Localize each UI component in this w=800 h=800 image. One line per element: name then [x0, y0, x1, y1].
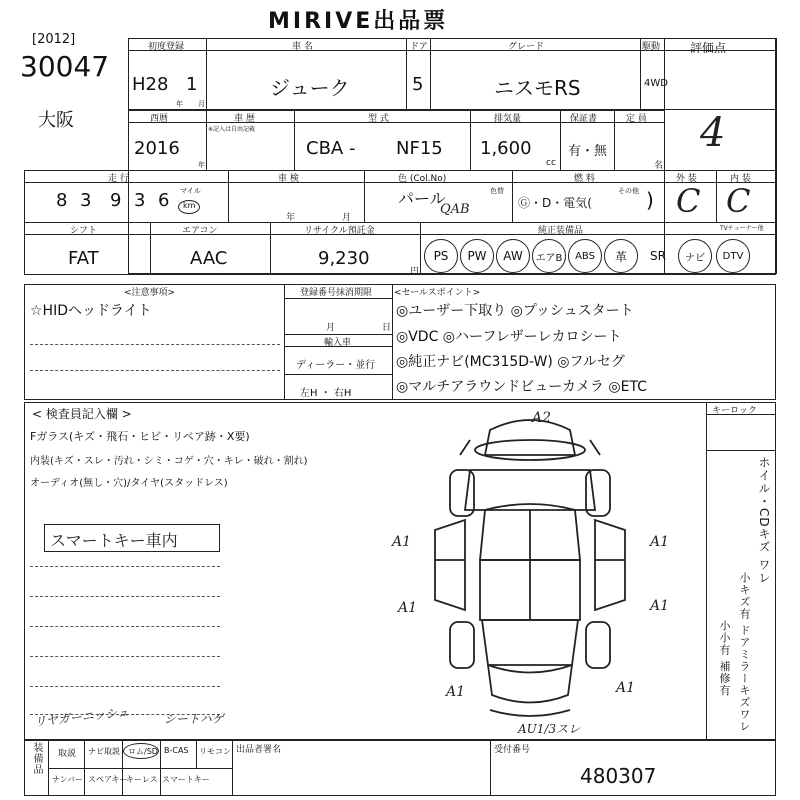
receipt-label: 受付番号: [494, 745, 531, 755]
first-reg-era: H28: [132, 74, 169, 95]
wheel-note: 小小有 補修有: [718, 620, 731, 697]
receipt-number: 480307: [580, 764, 657, 788]
mileage-digit: 3: [134, 190, 146, 211]
mileage-digit: 8: [56, 190, 68, 211]
bottom-item: スマートキー: [162, 775, 210, 784]
damage-mark: A1: [446, 684, 466, 700]
exterior-grade: C: [676, 182, 701, 220]
damage-mark: A1: [650, 598, 670, 614]
label-score: 評価点: [690, 41, 727, 55]
damage-mark: A1: [650, 534, 670, 550]
recycle-fee: 9,230: [318, 248, 370, 269]
handwritten-note: シートハゲ: [164, 712, 224, 726]
bottom-item: リモコン: [199, 747, 231, 756]
damage-mark: A1: [616, 680, 636, 696]
warranty: 有・無: [568, 144, 608, 159]
dealer-parallel: ディーラー・並行: [296, 360, 376, 371]
grade: ニスモRS: [494, 76, 581, 100]
damage-mark: A1: [398, 600, 418, 616]
model-prefix: CBA -: [306, 138, 356, 159]
equipment-dtv: DTV: [716, 239, 750, 273]
equipment-airbag: エアB: [532, 239, 566, 273]
equipment-pw: PW: [460, 239, 494, 273]
displacement: 1,600: [480, 138, 532, 159]
label-first-reg: 初度登録: [148, 42, 185, 52]
interior-grade: C: [726, 182, 751, 220]
label-grade: グレード: [508, 42, 545, 52]
equipment-leather: 革: [604, 239, 638, 273]
bottom-item: B-CAS: [164, 746, 189, 755]
equipment-navi: ナビ: [678, 239, 712, 273]
damage-mark: AU1/3スレ: [518, 722, 581, 736]
damage-mark: A2: [532, 410, 552, 426]
year-tag: [2012]: [32, 32, 76, 47]
bottom-item: スペアキー: [88, 775, 128, 784]
model-year: 2016: [134, 138, 180, 159]
inspector-interior: 内装(キズ・スレ・汚れ・シミ・コゲ・穴・キレ・破れ・割れ): [30, 456, 308, 467]
mileage-digit: 3: [80, 190, 92, 211]
model-code: NF15: [396, 138, 443, 159]
bottom-item: ロム/SD: [128, 747, 158, 756]
sales-line: ◎マルチアラウンドビューカメラ ◎ETC: [396, 379, 647, 395]
car-name: ジューク: [270, 76, 350, 100]
equipment-abs: ABS: [568, 239, 602, 273]
keylock-label: キーロック: [712, 406, 757, 416]
sales-line: ◎VDC ◎ハーフレザーレカロシート: [396, 329, 622, 345]
equipment-ps: PS: [424, 239, 458, 273]
row1-frame: [128, 38, 776, 110]
handwritten-note: リヤガーニッシュ: [33, 705, 130, 729]
sales-line: ◎純正ナビ(MC315D-W) ◎フルセグ: [396, 354, 625, 370]
form-title: MIRIVE出品票: [268, 9, 449, 34]
inspector-audio: オーディオ(無し・穴)/タイヤ(スタッドレス): [30, 478, 228, 489]
inspector-label: < 検査員記入欄 >: [32, 407, 132, 421]
mileage-digit: 9: [110, 190, 122, 211]
bottom-item: ナビ取説: [88, 747, 120, 756]
shift: FAT: [68, 248, 99, 269]
label-car-name: 車 名: [292, 42, 313, 52]
damage-mark: A1: [392, 534, 412, 550]
equipment-row-header: 装備品: [31, 742, 42, 775]
wheel-note: ホイル・CDキズ ワレ: [757, 456, 771, 585]
boxed-note-text: スマートキー車内: [50, 531, 178, 550]
bottom-item: ナンバー: [52, 775, 84, 784]
drive-type: 4WD: [644, 78, 668, 89]
mileage-digit: 6: [158, 190, 170, 211]
first-reg-month: 1: [186, 74, 198, 95]
fuel: Ⓖ・D・電気(: [518, 196, 592, 210]
signature-label: 出品者署名: [236, 745, 282, 755]
lot-number: 30047: [20, 50, 110, 83]
equipment-aw: AW: [496, 239, 530, 273]
label-door: ドア: [410, 42, 428, 52]
location: 大阪: [38, 110, 74, 131]
sales-label: <セールスポイント>: [394, 288, 481, 298]
notes-label: <注意事項>: [124, 288, 176, 298]
notes-line1: ☆HIDヘッドライト: [30, 303, 152, 319]
label-drive: 駆動: [642, 42, 661, 52]
score-value: 4: [700, 110, 726, 156]
color: パール: [398, 189, 446, 208]
handle-side: 左H ・ 右H: [300, 388, 352, 399]
bottom-item: 取説: [58, 749, 77, 759]
aircon: AAC: [190, 248, 228, 269]
equipment-sr: SR: [650, 249, 666, 263]
inspector-glass: Fガラス(キズ・飛石・ヒビ・リペア跡・X要): [30, 430, 250, 443]
door-count: 5: [412, 74, 424, 95]
sales-line: ◎ユーザー下取り ◎プッシュスタート: [396, 303, 634, 319]
wheel-note: 小キズ有 ドアミラーキズワレ: [738, 572, 751, 733]
color-code: QAB: [440, 202, 470, 217]
bottom-item: キーレス: [126, 775, 158, 784]
